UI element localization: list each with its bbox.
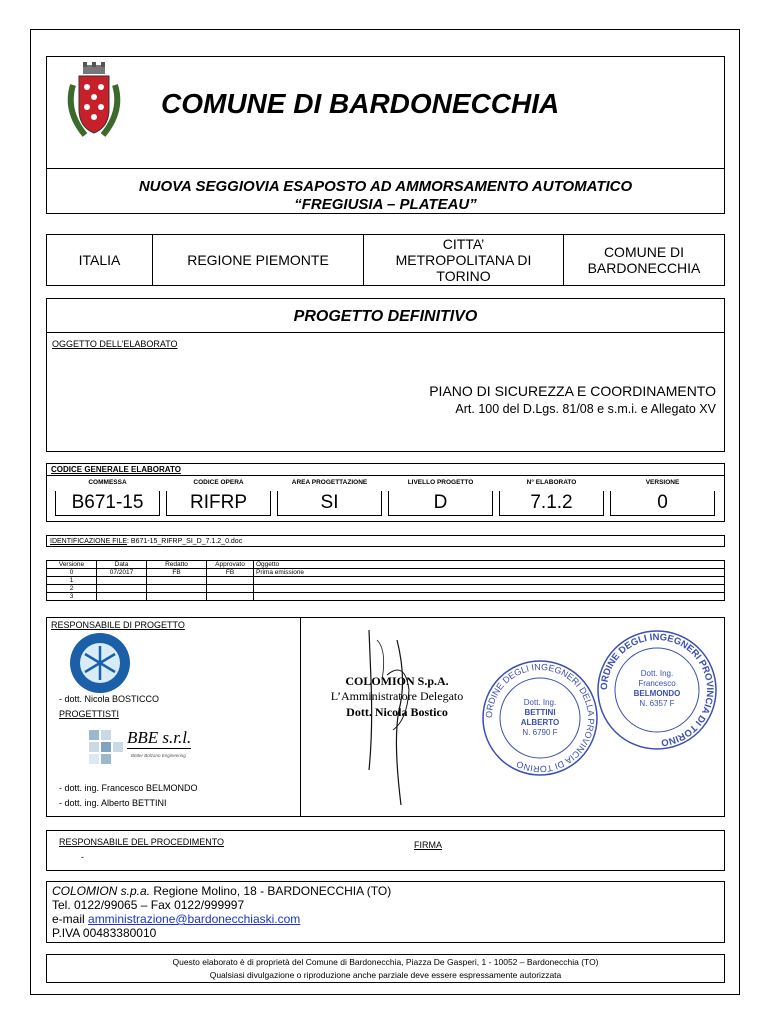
rev-cell <box>147 593 207 601</box>
contatti-line1 <box>52 884 391 898</box>
contatti-address: Regione Molino, 18 - BARDONECCHIA (TO) <box>150 884 392 898</box>
oggetto-line1: PIANO DI SICUREZZA E COORDINAMENTO <box>429 383 716 399</box>
rev-cell: 0 <box>47 569 97 577</box>
progetto-heading-box <box>46 298 725 333</box>
contatti-email-label: e-mail <box>52 912 89 926</box>
rev-cell <box>254 577 725 585</box>
codice-label-rule <box>47 475 724 476</box>
rev-cell: 1 <box>47 577 97 585</box>
contatti-piva: P.IVA 00483380010 <box>52 926 157 940</box>
rev-cell <box>147 585 207 593</box>
codice-table <box>49 479 721 516</box>
rev-cell <box>207 585 254 593</box>
stamp-bettini <box>480 658 600 778</box>
stamp2-line2: Francesco <box>638 679 676 688</box>
codice-label: CODICE GENERALE ELABORATO <box>51 465 181 474</box>
region-comune <box>564 235 725 286</box>
footer-line2: Qualsiasi divulgazione o riproduzione anche parziale deve essere espressamente autorizzata <box>209 970 562 980</box>
region-citta-metropolitana <box>364 235 564 286</box>
consorzio-logo <box>69 632 131 694</box>
oggetto-label: OGGETTO DELL’ELABORATO <box>52 339 178 349</box>
stamp1-line3: ALBERTO <box>520 718 560 727</box>
citta-line1: CITTA’ <box>442 236 485 252</box>
region-piemonte: REGIONE PIEMONTE <box>153 235 364 286</box>
comune-title: COMUNE DI BARDONECCHIA <box>161 88 560 119</box>
codice-header-commessa: COMMESSA <box>88 479 127 486</box>
rev-header-oggetto: Oggetto <box>254 561 725 569</box>
project-title-line1: NUOVA SEGGIOVIA ESAPOSTO AD AMMORSAMENTO AUTOMATICO <box>138 178 633 195</box>
codice-value-livello: D <box>388 491 493 516</box>
codice-value-elaborato: 7.1.2 <box>499 491 604 516</box>
oggetto-line2: Art. 100 del D.Lgs. 81/08 e s.m.i. e Allegato XV <box>455 402 716 416</box>
procedimento-value: - <box>81 852 84 862</box>
rev-cell <box>97 577 147 585</box>
stamp1-ring-text: ORDINE DEGLI INGEGNERI DELLA PROVINCIA DI TORINO <box>483 661 597 775</box>
rev-header-redatto: Redatto <box>147 561 207 569</box>
rev-cell <box>254 585 725 593</box>
progettisti-label: PROGETTISTI <box>59 709 120 719</box>
revision-table <box>46 560 725 601</box>
codice-header-versione: VERSIONE <box>645 479 680 486</box>
progetto-heading: PROGETTO DEFINITIVO <box>293 308 478 325</box>
firma-label: FIRMA <box>414 840 442 850</box>
rev-cell: FB <box>207 569 254 577</box>
header-box <box>46 56 725 214</box>
rev-cell: Prima emissione <box>254 569 725 577</box>
stamp2-ring-text: ORDINE DEGLI INGEGNERI PROVINCIA DI TORINO <box>598 631 716 748</box>
responsabili-box <box>46 617 725 817</box>
stamp2-line3: BELMONDO <box>633 689 681 698</box>
codice-header-livello: LIVELLO PROGETTO <box>407 479 474 486</box>
rev-header-data: Data <box>97 561 147 569</box>
codice-value-opera: RIFRP <box>166 491 271 516</box>
footer-box <box>46 954 725 983</box>
resp-progetto-name: - dott. Nicola BOSTICCO <box>59 694 160 704</box>
stamp1-line2: BETTINI <box>524 708 556 717</box>
rev-cell: 2 <box>47 585 97 593</box>
comune-line2: BARDONECCHIA <box>587 260 701 276</box>
identificazione-value: : B671-15_RIFRP_SI_D_7.1.2_0.doc <box>127 538 243 545</box>
progettista-2: - dott. ing. Alberto BETTINI <box>59 798 167 808</box>
table-row <box>47 585 725 593</box>
citta-line3: TORINO <box>436 268 491 284</box>
signature-name: Dott. Nicola Bostico <box>346 705 448 719</box>
rev-header-approvato: Approvato <box>207 561 254 569</box>
codice-header-opera: CODICE OPERA <box>193 479 244 486</box>
procedimento-box <box>46 830 725 871</box>
codice-value-area: SI <box>277 491 382 516</box>
oggetto-box <box>46 332 725 452</box>
header-divider <box>47 168 724 169</box>
contatti-tel: Tel. 0122/99065 – Fax 0122/999997 <box>52 898 245 912</box>
crest-logo <box>63 61 125 143</box>
bbe-logo <box>87 726 247 766</box>
signature-role: L’Amministratore Delegato <box>330 689 464 703</box>
rev-cell <box>207 577 254 585</box>
contatti-email-line <box>52 912 300 926</box>
codice-value-commessa: B671-15 <box>55 491 160 516</box>
table-row <box>47 569 725 577</box>
stamp-belmondo <box>595 628 720 753</box>
progettista-1: - dott. ing. Francesco BELMONDO <box>59 783 198 793</box>
project-title-line2: “FREGIUSIA – PLATEAU” <box>294 196 477 213</box>
table-row <box>47 593 725 601</box>
rev-cell: FB <box>147 569 207 577</box>
stamp1-line4: N. 6790 F <box>522 728 558 737</box>
comune-line1: COMUNE DI <box>603 244 685 260</box>
codice-header-elaborato: N° ELABORATO <box>526 479 577 486</box>
codice-value-versione: 0 <box>610 491 715 516</box>
bbe-subtitle: Better Bolzano Engineering <box>131 753 186 758</box>
email-link[interactable]: amministrazione@bardonecchiaski.com <box>88 912 301 926</box>
identificazione-file <box>50 537 242 546</box>
region-italia: ITALIA <box>47 235 153 286</box>
codice-box <box>46 463 725 522</box>
bbe-name: BBE s.r.l. <box>127 728 192 747</box>
rev-cell <box>97 585 147 593</box>
identificazione-box <box>46 535 725 547</box>
region-table <box>46 234 725 286</box>
rev-cell <box>254 593 725 601</box>
citta-line2: METROPOLITANA DI <box>395 252 532 268</box>
rev-cell: 07/2017 <box>97 569 147 577</box>
table-row <box>47 577 725 585</box>
contatti-company: COLOMION s.p.a. <box>52 884 151 898</box>
identificazione-label: IDENTIFICAZIONE FILE <box>50 538 128 545</box>
rev-header-versione: Versione <box>47 561 97 569</box>
stamp1-line1: Dott. Ing. <box>523 698 557 707</box>
stamp2-line1: Dott. Ing. <box>640 669 674 678</box>
responsabili-divider <box>300 618 301 816</box>
resp-progetto-label: RESPONSABILE DI PROGETTO <box>51 620 185 630</box>
rev-cell <box>97 593 147 601</box>
procedimento-label: RESPONSABILE DEL PROCEDIMENTO <box>59 837 225 847</box>
footer-line1: Questo elaborato è di proprietà del Comune di Bardonecchia, Piazza De Gasperi, 1 - 10052 – Bardonecchia (TO) <box>172 957 599 967</box>
handwritten-signature <box>347 620 447 810</box>
codice-header-area: AREA PROGETTAZIONE <box>291 479 368 486</box>
rev-cell: 3 <box>47 593 97 601</box>
signature-company: COLOMION S.p.A. <box>345 674 449 688</box>
stamp2-line4: N. 6357 F <box>639 699 675 708</box>
rev-cell <box>147 577 207 585</box>
contatti-box <box>46 881 725 943</box>
rev-cell <box>207 593 254 601</box>
